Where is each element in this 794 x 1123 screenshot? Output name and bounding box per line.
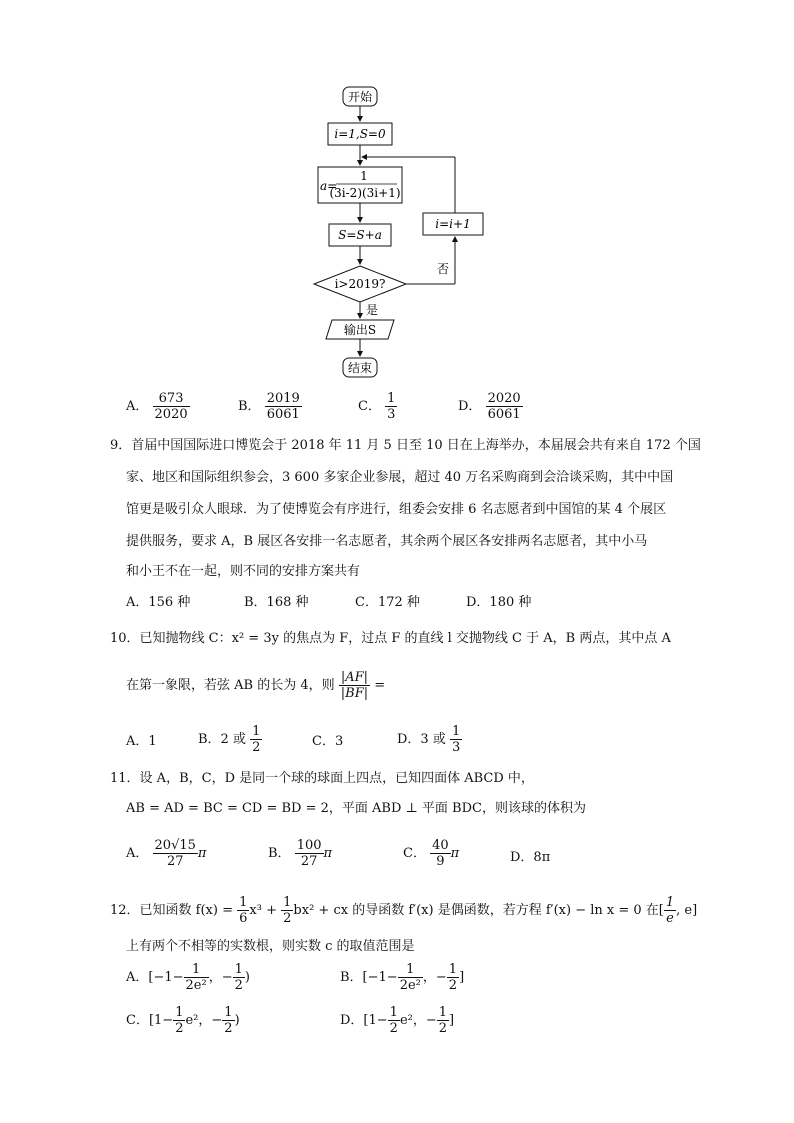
option-label: C． — [358, 399, 381, 414]
option-label: D．[1− — [340, 1013, 388, 1028]
fraction: $\frac{1}{6}$ — [239, 895, 248, 926]
fraction: $\frac{1}{3}$ — [387, 391, 396, 422]
q12-line-1 — [110, 895, 697, 926]
fraction: $\frac{1}{3}$ — [451, 724, 461, 755]
option-label: B．[−1− — [340, 970, 398, 985]
fraction: $\frac{1}{\text{2e²}}$ — [185, 962, 207, 993]
option-end: ) — [234, 1013, 240, 1028]
fraction: $\frac{1}{2}$ — [252, 724, 261, 755]
q12-option-b — [340, 962, 464, 993]
fraction: $\frac{2019}{6061}$ — [266, 391, 300, 422]
flow-condition-text: i>2019? — [334, 277, 386, 291]
q12-text-b: x³ + — [249, 903, 277, 918]
option-label: A． — [126, 846, 149, 861]
q11-line-1: 11．设 A，B，C，D 是同一个球的球面上四点，已知四面体 ABCD 中， — [110, 771, 534, 786]
q11-option-c — [403, 838, 459, 869]
flow-accumulate-text: S=S+a — [338, 228, 382, 242]
q11-line-2: AB = AD = BC = CD = BD = 2，平面 ABD ⊥ 平面 BDC，则该球的体积为 — [126, 801, 586, 816]
fraction: $\frac{1}{2}$ — [234, 962, 243, 993]
option-mid: e²，− — [399, 1013, 437, 1028]
q10-ratio: $\frac{|AF|}{|BF|}$ — [340, 670, 369, 701]
flow-assign-den: (3i-2)(3i+1) — [329, 186, 401, 200]
q12-option-a — [126, 962, 250, 993]
q10-option-b — [198, 724, 262, 755]
option-label: B． — [268, 846, 291, 861]
q10-line-1: 10．已知抛物线 C：x² = 3y 的焦点为 F，过点 F 的直线 l 交抛物线 C 于 A，B 两点，其中点 A — [110, 631, 671, 646]
option-end: ] — [459, 970, 465, 985]
q10-eq: = — [374, 678, 386, 693]
option-mid: ，− — [422, 970, 447, 985]
q8-option-c — [358, 391, 397, 422]
q12-text-c: bx² + cx 的导函数 f′(x) 是偶函数，若方程 f′(x) − ln x = 0 在[ — [293, 903, 664, 918]
q9-option-d: D．180 种 — [466, 595, 532, 610]
q9-option-a: A．156 种 — [126, 595, 191, 610]
q8-option-d — [458, 391, 523, 422]
option-label: C．[1− — [126, 1013, 174, 1028]
pi-symbol: π — [197, 846, 207, 861]
flow-assign-prefix: a= — [320, 179, 338, 193]
flowchart — [300, 80, 500, 380]
flow-yes-label: 是 — [365, 303, 379, 317]
q10-line-2-text: 在第一象限，若弦 AB 的长为 4，则 — [126, 678, 335, 693]
q12-option-c — [126, 1005, 240, 1036]
fraction: $\frac{40}{9}$ — [432, 838, 449, 869]
option-label: C． — [403, 846, 426, 861]
option-mid: e²，− — [185, 1013, 223, 1028]
option-label: D．3 或 — [397, 732, 446, 747]
q11-option-d: D．8π — [510, 850, 551, 865]
fraction: $\frac{1}{e}$ — [665, 895, 675, 926]
fraction: $\frac{1}{\text{2e²}}$ — [399, 962, 421, 993]
fraction: $\frac{1}{2}$ — [224, 1005, 233, 1036]
fraction: $\frac{1}{2}$ — [175, 1005, 184, 1036]
fraction: $\frac{1}{2}$ — [438, 1005, 448, 1036]
fraction: $\frac{2020}{6061}$ — [487, 391, 521, 422]
flow-no-label: 否 — [436, 262, 450, 276]
q8-option-b — [238, 391, 302, 422]
pi-symbol: π — [323, 846, 333, 861]
fraction: $\frac{20√15}{27}$ — [154, 838, 196, 869]
q9-option-c: C．172 种 — [355, 595, 420, 610]
option-end: ] — [449, 1013, 455, 1028]
pi-symbol: π — [450, 846, 460, 861]
fraction: $\frac{1}{2}$ — [448, 962, 458, 993]
option-label: A． — [126, 399, 149, 414]
option-end: ) — [244, 970, 250, 985]
q9-line-4: 提供服务，要求 A，B 展区各安排一名志愿者，其余两个展区各安排两名志愿者，其中小马 — [126, 534, 648, 549]
flow-start-text: 开始 — [347, 90, 373, 104]
option-mid: ，− — [208, 970, 233, 985]
q8-option-a — [126, 391, 190, 422]
option-label: B．2 或 — [198, 732, 246, 747]
q10-option-d — [397, 724, 462, 755]
flow-init-text: i=1,S=0 — [334, 127, 386, 141]
q10-line-2 — [126, 670, 385, 701]
option-label: A．[−1− — [126, 970, 184, 985]
q12-option-d — [340, 1005, 454, 1036]
flow-increment-text: i=i+1 — [435, 217, 471, 231]
fraction: $\frac{1}{2}$ — [283, 895, 292, 926]
flow-assign-num: 1 — [360, 169, 368, 183]
q10-option-c: C．3 — [312, 734, 344, 749]
option-label: B． — [238, 399, 261, 414]
fraction: $\frac{1}{2}$ — [389, 1005, 398, 1036]
q9-option-b: B．168 种 — [244, 595, 309, 610]
fraction: $\frac{673}{2020}$ — [154, 391, 188, 422]
q9-line-2: 家、地区和国际组织参会，3 600 多家企业参展，超过 40 万名采购商到会洽谈采购，其中中国 — [126, 470, 674, 485]
q12-text-d: , e] — [676, 903, 698, 918]
option-label: D． — [458, 399, 482, 414]
fraction: $\frac{100}{27}$ — [296, 838, 322, 869]
q9-line-5: 和小王不在一起，则不同的安排方案共有 — [126, 564, 361, 579]
q12-line-2: 上有两个不相等的实数根，则实数 c 的取值范围是 — [126, 939, 415, 954]
flow-end-text: 结束 — [347, 361, 373, 375]
q11-option-a — [126, 838, 206, 869]
q11-option-b — [268, 838, 332, 869]
q10-option-a: A．1 — [126, 734, 157, 749]
q12-text-a: 12．已知函数 f(x) = — [110, 903, 233, 918]
q9-line-1: 9．首届中国国际进口博览会于 2018 年 11 月 5 日至 10 日在上海举办，本届展会共有来自 172 个国 — [110, 438, 701, 453]
flow-output-text: 输出S — [343, 323, 377, 337]
q9-line-3: 馆更是吸引众人眼球．为了使博览会有序进行，组委会安排 6 名志愿者到中国馆的某 4 个展区 — [126, 502, 667, 517]
